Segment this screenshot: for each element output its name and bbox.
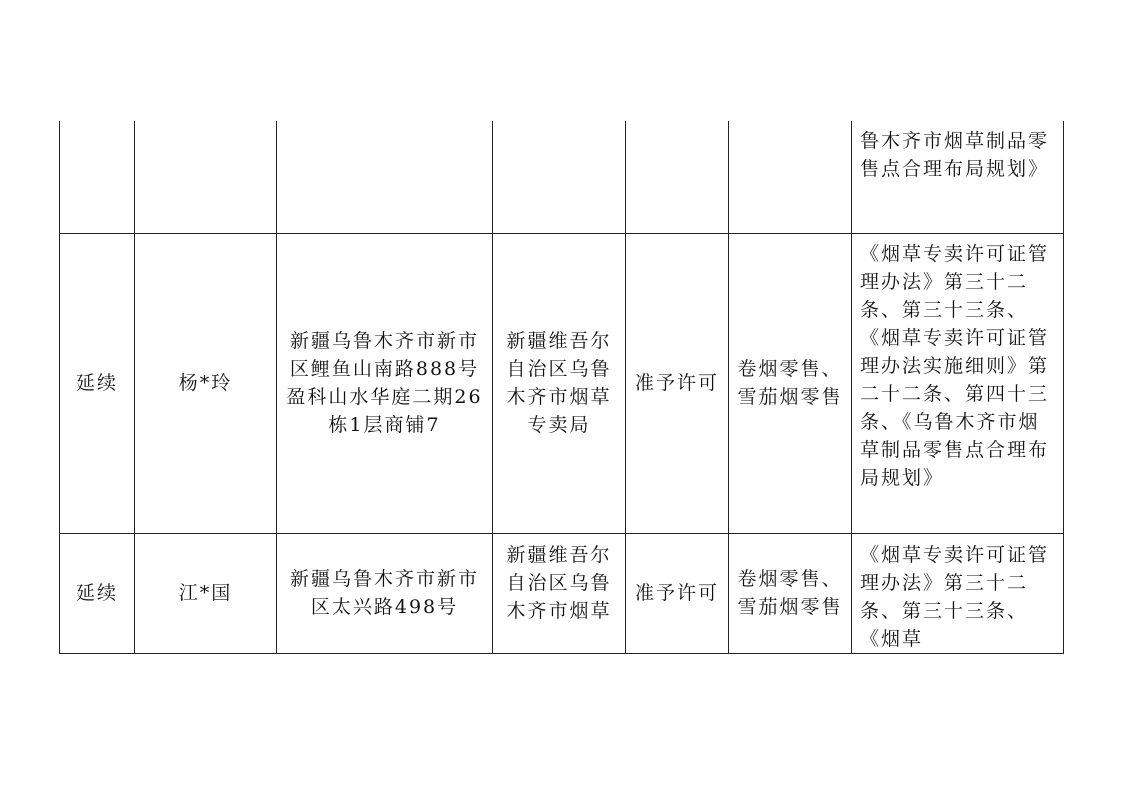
cell-address: 新疆乌鲁木齐市新市区鲤鱼山南路888号盈科山水华庭二期26栋1层商铺7 <box>277 233 493 533</box>
table-row <box>60 233 1064 533</box>
cell-authority: 新疆维吾尔自治区乌鲁木齐市烟草专卖局 <box>493 233 626 533</box>
cell-name: 江*国 <box>135 533 277 653</box>
cell-basis: 鲁木齐市烟草制品零售点合理布局规划》 <box>852 121 1064 233</box>
cell-authority <box>493 121 626 233</box>
cell-type: 延续 <box>60 533 135 653</box>
license-table <box>59 121 1064 654</box>
cell-address: 新疆乌鲁木齐市新市区太兴路498号 <box>277 533 493 653</box>
cell-decision: 准予许可 <box>626 233 729 533</box>
cell-authority: 新疆维吾尔自治区乌鲁木齐市烟草 <box>493 533 626 653</box>
table-row <box>60 121 1064 233</box>
cell-scope: 卷烟零售、雪茄烟零售 <box>729 533 852 653</box>
cell-type: 延续 <box>60 233 135 533</box>
cell-name <box>135 121 277 233</box>
cell-scope <box>729 121 852 233</box>
cell-basis: 《烟草专卖许可证管理办法》第三十二条、第三十三条、《烟草专卖许可证管理办法实施细则》第二十二条、第四十三条、《乌鲁木齐市烟草制品零售点合理布局规划》 <box>852 233 1064 533</box>
table-row <box>60 533 1064 653</box>
cell-decision <box>626 121 729 233</box>
cell-type <box>60 121 135 233</box>
cell-scope: 卷烟零售、雪茄烟零售 <box>729 233 852 533</box>
cell-decision: 准予许可 <box>626 533 729 653</box>
cell-address <box>277 121 493 233</box>
cell-name: 杨*玲 <box>135 233 277 533</box>
cell-basis: 《烟草专卖许可证管理办法》第三十二条、第三十三条、《烟草 <box>852 533 1064 653</box>
